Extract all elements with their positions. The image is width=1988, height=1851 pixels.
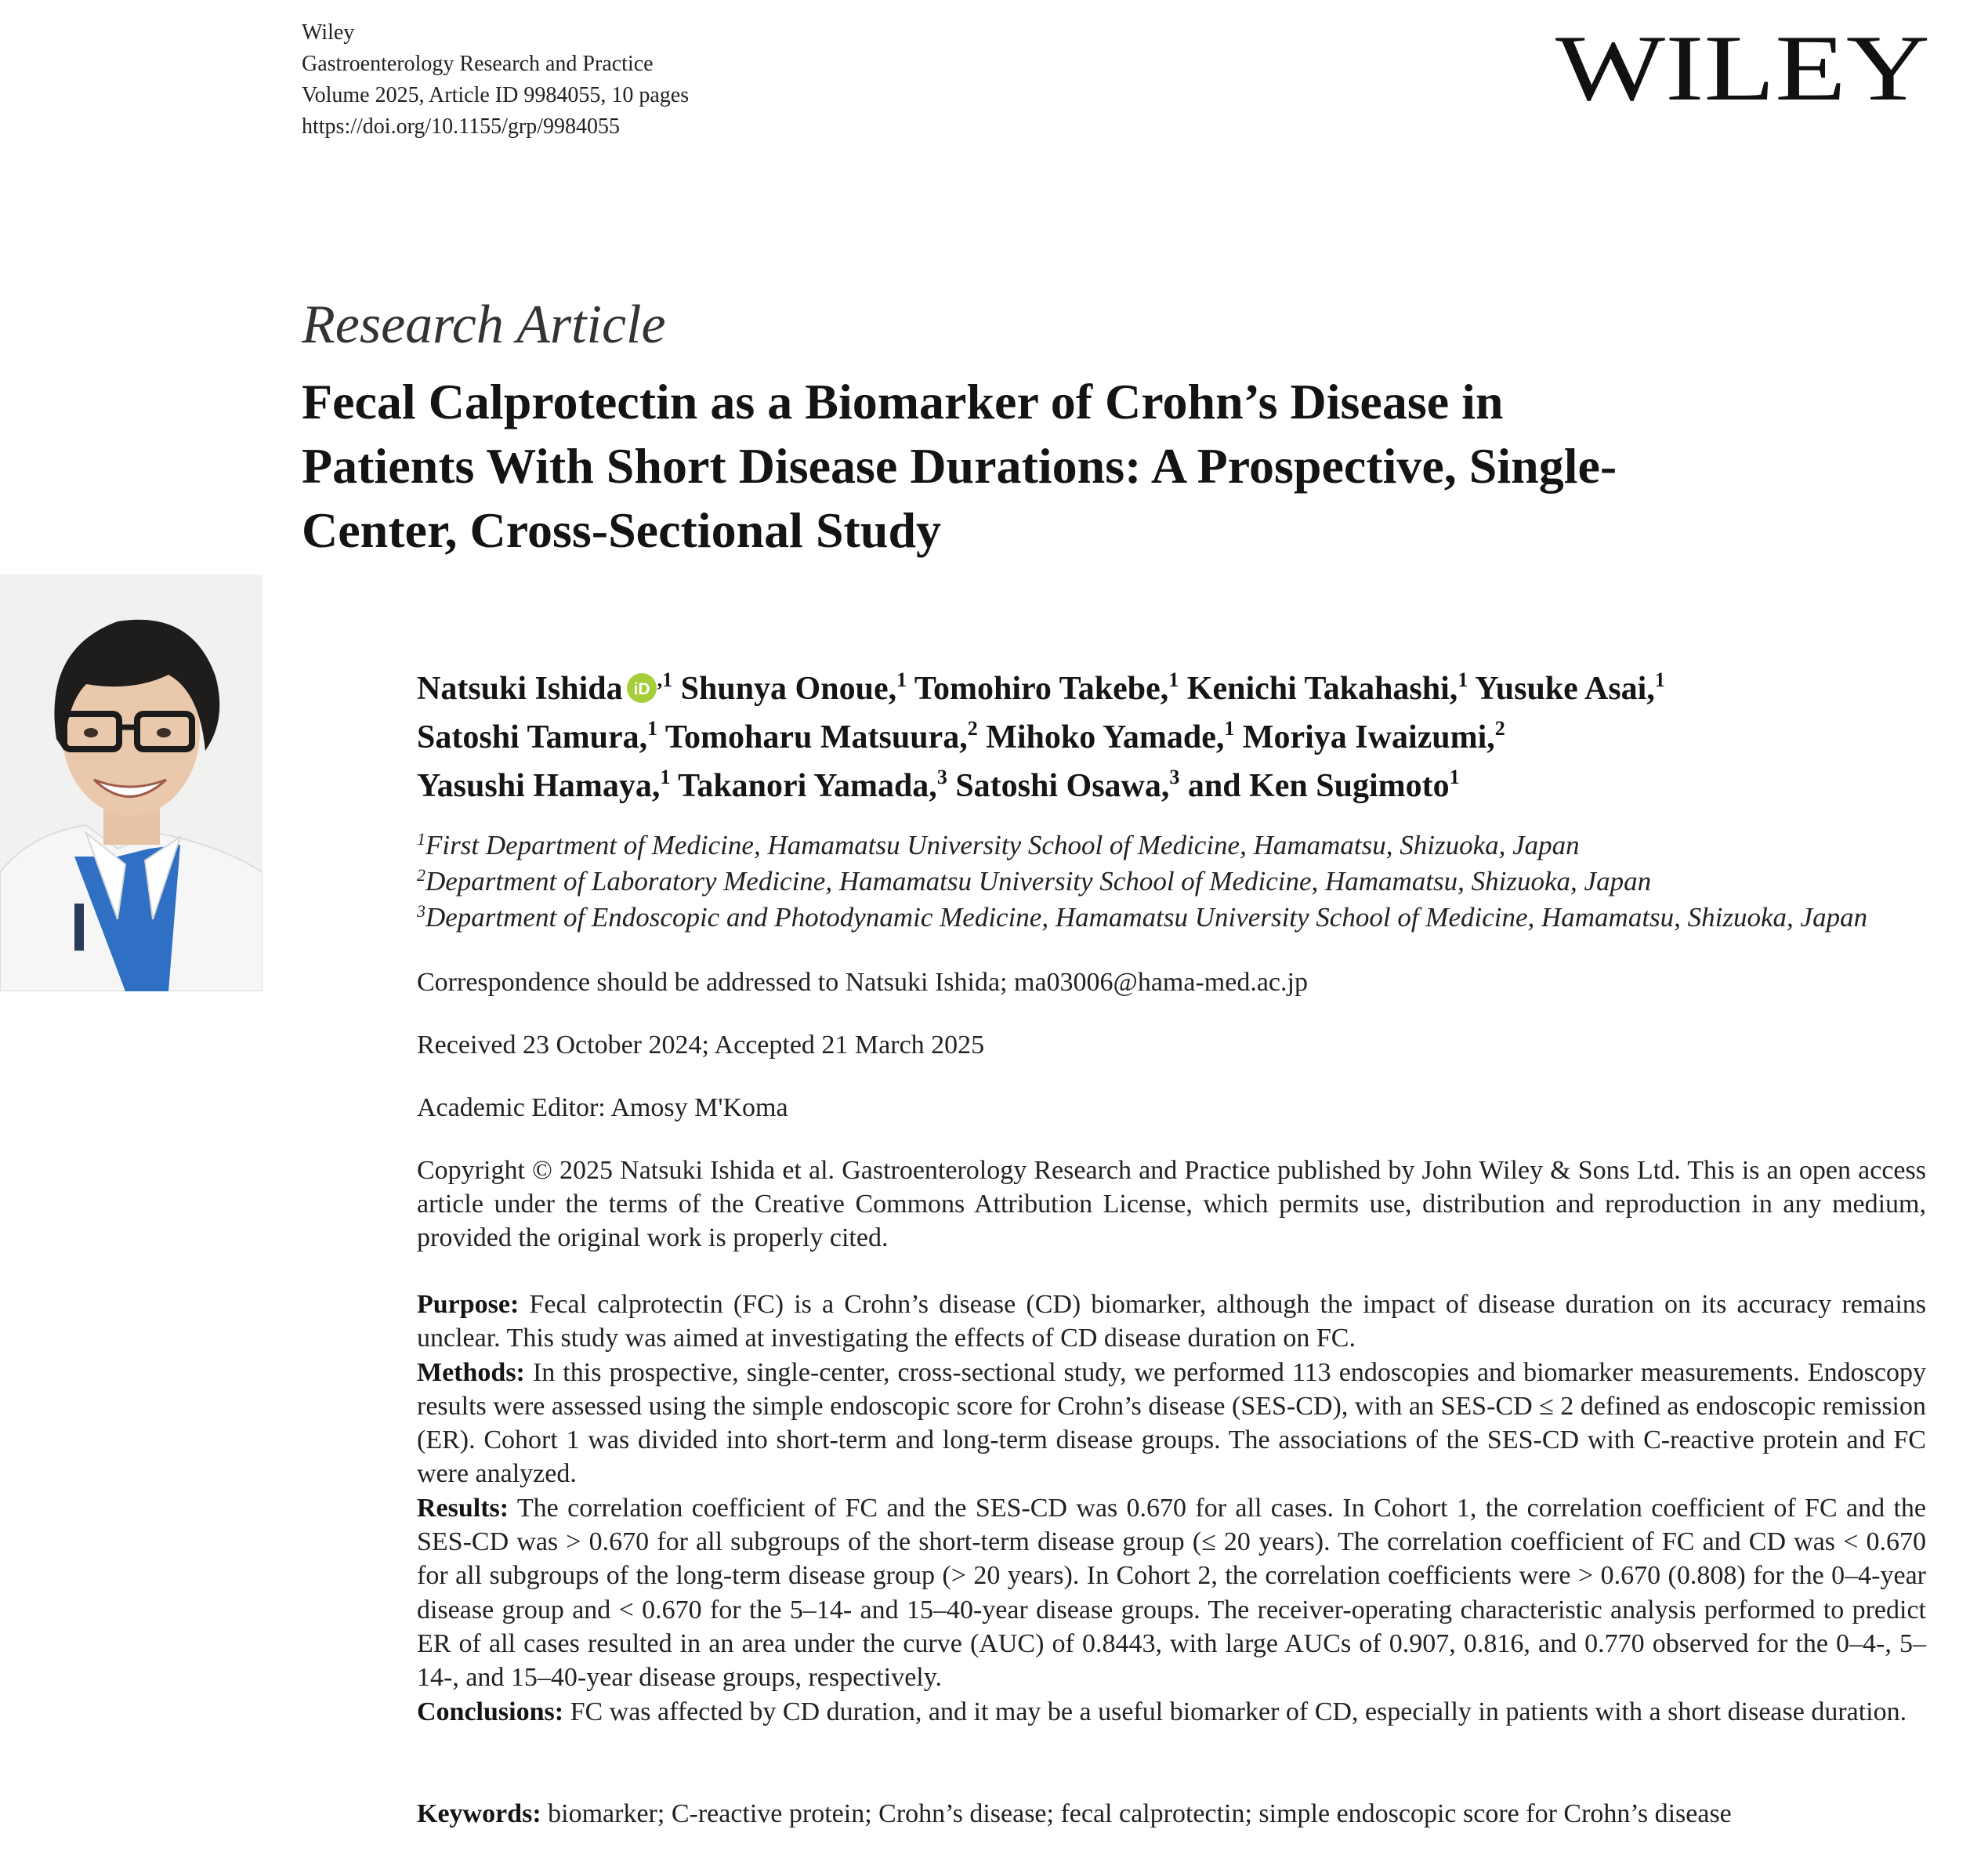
abstract-purpose	[417, 1288, 1926, 1356]
affiliation-item	[417, 864, 1867, 900]
affiliation-marker: 1	[896, 668, 907, 691]
keywords-label: Keywords:	[417, 1799, 541, 1828]
author-line	[417, 665, 1937, 713]
academic-editor: Academic Editor: Amosy M'Koma	[417, 1093, 788, 1122]
affiliation-marker: 1	[1168, 668, 1179, 691]
title-line: Center, Cross-Sectional Study	[302, 502, 942, 558]
author-list	[417, 665, 1937, 810]
keywords	[417, 1797, 1926, 1831]
affiliation-marker: 2	[967, 717, 978, 740]
author-name[interactable]: Takanori Yamada,	[678, 768, 937, 804]
author-name[interactable]: Tomohiro Takebe,	[914, 671, 1169, 707]
methods-text: In this prospective, single-center, cross-sectional study, we performed 113 endoscopies and biomarker measurements. Endoscopy results were assessed using the simple endoscopic score for Crohn’s disease (SES-CD), with an SES-CD ≤ 2 defined as endoscopic remission (ER). Cohort 1 was divided into short-term and long-term disease groups. The associations of the SES-CD with C-reactive protein and FC were analyzed.	[417, 1357, 1926, 1489]
results-text: The correlation coefficient of FC and the SES-CD was 0.670 for all cases. In Cohort 1, the correlation coefficient of FC and the SES-CD was > 0.670 for all subgroups of the short-term disease group (≤ 20 years). The correlation coefficient of FC and CD was < 0.670 for all subgroups of the long-term disease group (> 20 years). In Cohort 2, the correlation coefficients were > 0.670 (0.808) for the 0–4-year disease group and < 0.670 for the 5–14- and 15–40-year disease groups. The receiver-operating characteristic analysis performed to predict ER of all cases resulted in an area under the curve (AUC) of 0.8443, with large AUCs of 0.907, 0.816, and 0.770 observed for the 0–4-, 5–14-, and 15–40-year disease groups, respectively.	[417, 1493, 1926, 1693]
affiliation-number: 3	[417, 901, 425, 921]
author-name[interactable]: and Ken Sugimoto	[1187, 768, 1450, 804]
abstract-conclusions	[417, 1695, 1926, 1729]
purpose-label: Purpose:	[417, 1290, 520, 1319]
author-name[interactable]: Tomoharu Matsuura,	[664, 719, 968, 755]
author-line	[417, 713, 1937, 762]
received-dates: Received 23 October 2024; Accepted 21 March 2025	[417, 1031, 985, 1060]
conclusions-label: Conclusions:	[417, 1697, 564, 1726]
affiliation-marker: 1	[1224, 717, 1235, 740]
author-name[interactable]: Natsuki Ishida	[417, 671, 623, 707]
affiliation-marker: ,1	[657, 668, 673, 691]
affiliation-item	[417, 828, 1867, 864]
affiliation-marker: 1	[1654, 668, 1665, 691]
article-title	[302, 370, 1947, 563]
abstract-methods	[417, 1356, 1926, 1491]
doi-link[interactable]: https://doi.org/10.1155/grp/9984055	[302, 114, 621, 139]
journal-meta	[302, 17, 689, 143]
conclusions-text: FC was affected by CD duration, and it may be a useful biomarker of CD, especially in patients with a short disease duration.	[570, 1697, 1907, 1726]
affiliation-marker: 3	[936, 766, 947, 788]
article-type: Research Article	[302, 295, 666, 355]
wiley-logo	[1555, 24, 1932, 118]
orcid-icon[interactable]	[626, 672, 657, 704]
wiley-logo-text: WILEY	[1555, 24, 1930, 118]
affiliation-text: Department of Endoscopic and Photodynamic Medicine, Hamamatsu University School of Medicine, Hamamatsu, Shizuoka, Japan	[425, 902, 1868, 933]
publisher-name: Wiley	[302, 20, 355, 45]
author-name[interactable]: Satoshi Tamura,	[417, 719, 648, 755]
affiliation-marker: 1	[647, 717, 658, 740]
abstract	[417, 1288, 1926, 1729]
volume-info: Volume 2025, Article ID 9984055, 10 pages	[302, 83, 690, 107]
author-photo	[0, 574, 263, 991]
title-line: Fecal Calprotectin as a Biomarker of Crohn’s Disease in	[302, 374, 1504, 429]
affiliation-text: First Department of Medicine, Hamamatsu University School of Medicine, Hamamatsu, Shizuoka, Japan	[425, 830, 1580, 860]
author-line	[417, 762, 1937, 810]
affiliation-marker: 1	[1458, 668, 1468, 691]
affiliation-marker: 3	[1169, 766, 1180, 788]
affiliation-list	[417, 828, 1867, 936]
affiliation-marker: 1	[660, 766, 671, 788]
affiliation-marker: 2	[1494, 717, 1505, 740]
journal-name: Gastroenterology Research and Practice	[302, 52, 654, 76]
keywords-text: biomarker; C-reactive protein; Crohn’s disease; fecal calprotectin; simple endoscopic score for Crohn’s disease	[548, 1799, 1732, 1828]
affiliation-item	[417, 900, 1867, 936]
results-label: Results:	[417, 1493, 509, 1523]
affiliation-text: Department of Laboratory Medicine, Hamamatsu University School of Medicine, Hamamatsu, Shizuoka, Japan	[425, 866, 1652, 897]
correspondence: Correspondence should be addressed to Natsuki Ishida; ma03006@hama-med.ac.jp	[417, 968, 1308, 997]
abstract-results	[417, 1491, 1926, 1695]
title-line: Patients With Short Disease Durations: A Prospective, Single-	[302, 438, 1617, 494]
author-name[interactable]: Yasushi Hamaya,	[417, 768, 661, 804]
svg-text:iD: iD	[633, 680, 650, 698]
author-name[interactable]: Moriya Iwaizumi,	[1242, 719, 1495, 755]
affiliation-number: 2	[417, 865, 425, 885]
purpose-text: Fecal calprotectin (FC) is a Crohn’s disease (CD) biomarker, although the impact of disease duration on its accuracy remains unclear. This study was aimed at investigating the effects of CD disease duration on FC.	[417, 1290, 1926, 1353]
author-name[interactable]: Shunya Onoue,	[680, 671, 897, 707]
author-name[interactable]: Kenichi Takahashi,	[1186, 671, 1458, 707]
methods-label: Methods:	[417, 1357, 525, 1387]
author-name[interactable]: Mihoko Yamade,	[986, 719, 1225, 755]
affiliation-marker: 1	[1449, 766, 1460, 788]
author-name[interactable]: Satoshi Osawa,	[955, 768, 1170, 804]
affiliation-number: 1	[417, 829, 425, 849]
author-name[interactable]: Yusuke Asai,	[1475, 671, 1655, 707]
copyright-notice: Copyright © 2025 Natsuki Ishida et al. Gastroenterology Research and Practice published by John Wiley & Sons Ltd. This is an open access article under the terms of the Creative Commons Attribution License, which permits use, distribution and reproduction in any medium, provided the original work is properly cited.	[417, 1156, 1926, 1252]
